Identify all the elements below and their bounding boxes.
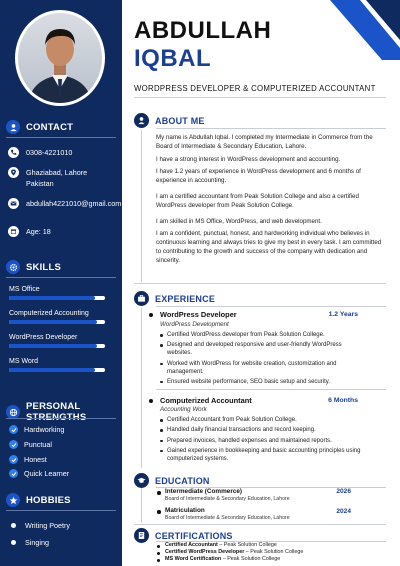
profile-photo-frame	[15, 10, 105, 106]
bullet	[149, 399, 153, 403]
mail-icon	[8, 198, 19, 209]
skill-bar-fill	[9, 296, 95, 300]
bullet	[149, 313, 153, 317]
skill-bar-track	[9, 296, 105, 300]
skills-heading: SKILLS	[6, 260, 116, 274]
certifications-heading: CERTIFICATIONS	[134, 528, 233, 543]
contact-email: abdullah4221010@gmail.com	[8, 198, 120, 209]
corner-decoration	[330, 0, 400, 60]
divider	[156, 128, 386, 129]
skill-ms-word: MS Word	[9, 358, 105, 372]
hobby-item: Singing	[11, 538, 49, 547]
star-icon	[6, 493, 20, 507]
timeline-line	[141, 130, 142, 282]
bullet	[157, 545, 160, 548]
experience-bullets: Certified WordPress developer from Peak Solution College. Designed and developed responsive and user-friendly WordPress websites. Worked with WordPress for website creation, customization and management. Ensured website performance, SEO basic setup and security.	[160, 331, 365, 388]
skill-bar-fill	[9, 368, 95, 372]
bullet	[11, 523, 16, 528]
job-title: WORDPRESS DEVELOPER & COMPUTERIZED ACCOUNTANT	[134, 84, 376, 93]
check-icon	[9, 440, 18, 449]
hobby-item: Writing Poetry	[11, 521, 70, 530]
person-portrait-icon	[18, 13, 102, 103]
divider	[6, 510, 116, 511]
contact-phone: 0308-4221010	[8, 147, 120, 158]
divider	[6, 137, 116, 138]
skill-wordpress: WordPress Developer	[9, 334, 105, 348]
skill-bar-track	[9, 368, 105, 372]
education-heading: EDUCATION	[134, 473, 210, 488]
contact-age: Age: 18	[8, 226, 120, 237]
divider	[134, 97, 386, 98]
skill-bar-fill	[9, 320, 97, 324]
strength-item: Quick Learner	[9, 469, 69, 478]
about-heading: ABOUT ME	[134, 113, 205, 128]
profile-photo	[18, 13, 102, 103]
person-icon	[134, 113, 149, 128]
globe-icon	[6, 405, 20, 419]
contact-heading: CONTACT	[6, 120, 116, 134]
contact-address: Ghaziabad, Lahore Pakistan	[8, 167, 120, 189]
skill-bar-track	[9, 344, 105, 348]
name-first: ABDULLAH	[134, 17, 272, 44]
experience-heading: EXPERIENCE	[134, 291, 215, 306]
bullet	[157, 491, 161, 495]
bullet	[157, 510, 161, 514]
divider	[6, 418, 116, 419]
gear-icon	[6, 260, 20, 274]
experience-bullets: Certified Accountant from Peak Solution College. Handled daily financial transactions and record keeping. Prepared invoices, handled expenses and maintained reports. Gained experience in bookkeeping and basic accounting principles using computerized systems.	[160, 416, 365, 465]
name-last: IQBAL	[134, 45, 212, 72]
skill-ms-office: MS Office	[9, 286, 105, 300]
briefcase-icon	[134, 291, 149, 306]
timeline-line	[141, 488, 142, 523]
hobbies-heading: HOBBIES	[6, 493, 116, 507]
skill-bar-track	[9, 320, 105, 324]
divider	[134, 283, 386, 284]
divider	[156, 306, 386, 307]
strength-item: Honest	[9, 455, 47, 464]
strength-item: Hardworking	[9, 425, 64, 434]
strengths-heading: PERSONAL	[6, 401, 116, 423]
sidebar	[0, 0, 122, 566]
check-icon	[9, 425, 18, 434]
phone-icon	[8, 147, 19, 158]
location-pin-icon	[8, 167, 19, 178]
bullet	[157, 552, 160, 555]
check-icon	[9, 469, 18, 478]
divider	[156, 389, 386, 390]
person-icon	[6, 120, 20, 134]
strength-item: Punctual	[9, 440, 52, 449]
check-icon	[9, 455, 18, 464]
calendar-icon	[8, 226, 19, 237]
skill-bar-fill	[9, 344, 97, 348]
bullet	[11, 540, 16, 545]
bullet	[157, 559, 160, 562]
skill-computerized-accounting: Computerized Accounting	[9, 310, 105, 324]
divider	[6, 277, 116, 278]
graduation-cap-icon	[134, 473, 149, 488]
timeline-line	[141, 308, 142, 468]
divider	[134, 524, 386, 525]
certificate-icon	[134, 528, 149, 543]
